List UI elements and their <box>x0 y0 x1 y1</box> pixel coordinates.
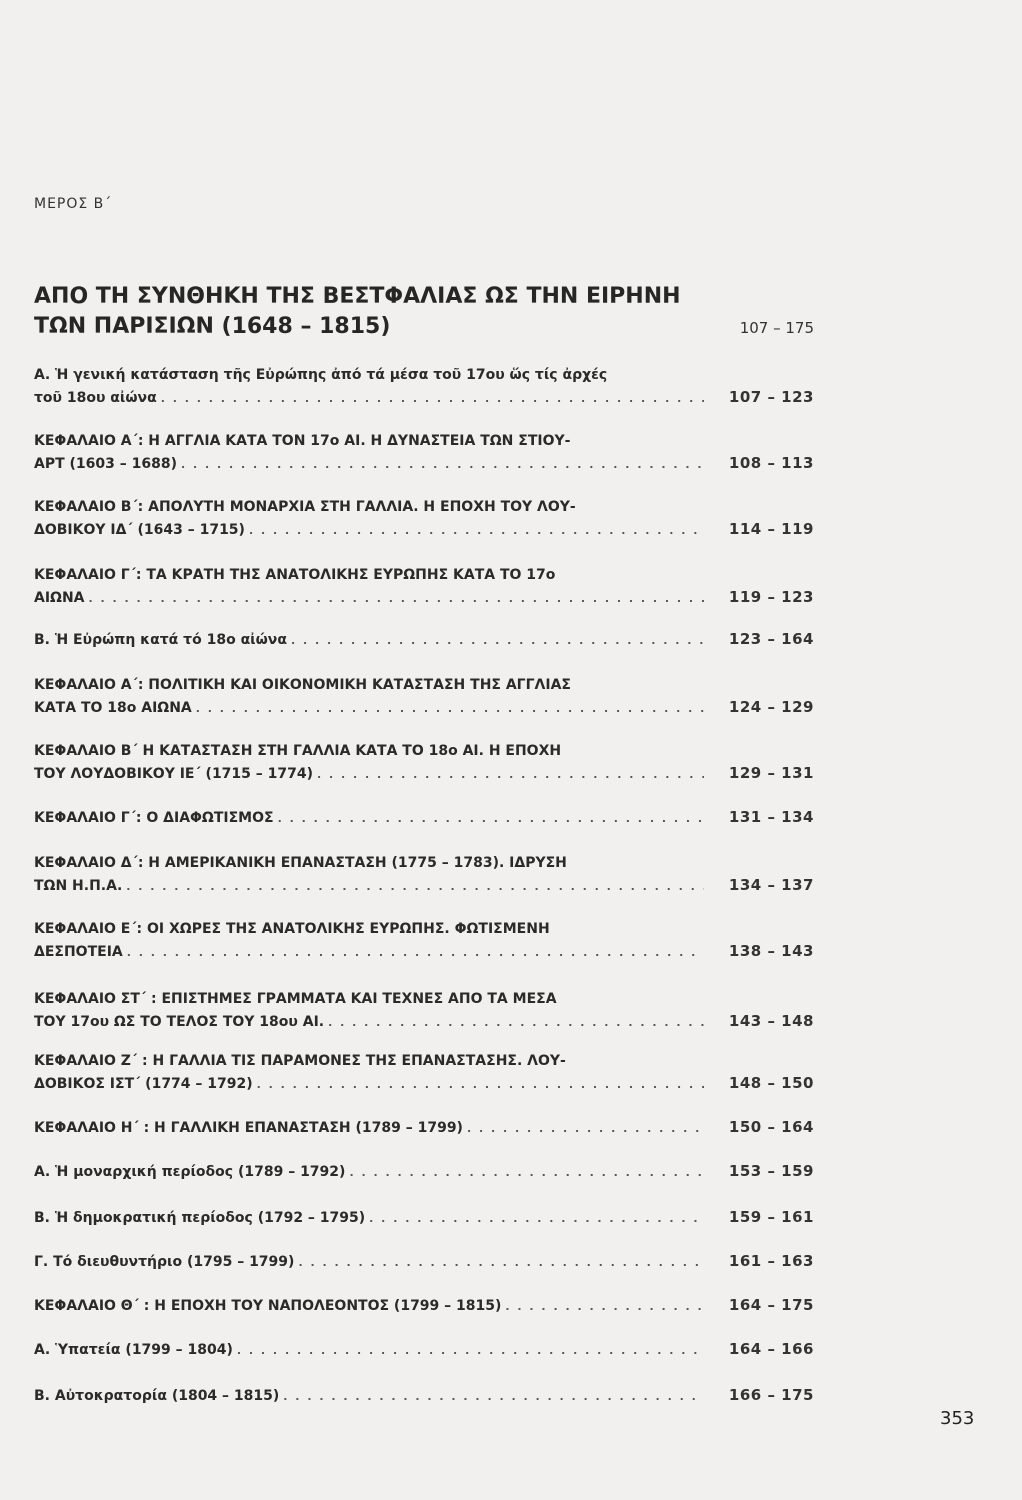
toc-entry-line1: ΚΕΦΑΛΑΙΟ Ζ΄ : Η ΓΑΛΛΙΑ ΤΙΣ ΠΑΡΑΜΟΝΕΣ ΤΗΣ ΕΠΑΝΑΣΤΑΣΗΣ. ΛΟΥ- <box>34 1053 566 1069</box>
toc-entry-line2: τοῦ 18ου αἰώνα <box>34 390 157 406</box>
leader-dots <box>237 1340 704 1362</box>
leader-dots <box>369 1208 704 1230</box>
toc-entry <box>34 1294 814 1318</box>
leader-dots <box>349 1162 704 1184</box>
toc-entry-line1: ΚΕΦΑΛΑΙΟ ΣΤ΄ : ΕΠΙΣΤΗΜΕΣ ΓΡΑΜΜΑΤΑ ΚΑΙ ΤΕΧΝΕΣ ΑΠΟ ΤΑ ΜΕΣΑ <box>34 991 557 1007</box>
toc-entry <box>34 496 814 542</box>
leader-dots <box>126 876 704 898</box>
toc-entry-pages: 114 – 119 <box>728 520 814 538</box>
toc-entry-line1: ΚΕΦΑΛΑΙΟ Α΄: Η ΑΓΓΛΙΑ ΚΑΤΑ ΤΟΝ 17ο ΑΙ. Η ΔΥΝΑΣΤΕΙΑ ΤΩΝ ΣΤΙΟΥ- <box>34 433 571 449</box>
toc-entry <box>34 1338 814 1362</box>
part-label: ΜΕΡΟΣ Β΄ <box>34 196 113 212</box>
leader-dots <box>291 630 704 652</box>
toc-entry-pages: 119 – 123 <box>728 588 814 606</box>
toc-entry-line1: ΚΕΦΑΛΑΙΟ Β΄ Η ΚΑΤΑΣΤΑΣΗ ΣΤΗ ΓΑΛΛΙΑ ΚΑΤΑ ΤΟ 18ο ΑΙ. Η ΕΠΟΧΗ <box>34 743 562 759</box>
part-title <box>34 282 814 343</box>
toc-entry <box>34 1160 814 1184</box>
leader-dots <box>161 388 704 410</box>
toc-entry-line2: ΤΟΥ 17ου ΩΣ ΤΟ ΤΕΛΟΣ ΤΟΥ 18ου ΑΙ. <box>34 1014 325 1030</box>
toc-entry <box>34 988 814 1034</box>
toc-entry-line2: Α. Ἡ μοναρχική περίοδος (1789 – 1792) <box>34 1164 346 1180</box>
leader-dots <box>249 520 704 542</box>
toc-entry <box>34 1384 814 1408</box>
leader-dots <box>283 1386 704 1408</box>
toc-entry <box>34 1206 814 1230</box>
toc-entry-line2: ΤΟΥ ΛΟΥΔΟΒΙΚΟΥ ΙΕ΄ (1715 – 1774) <box>34 766 314 782</box>
toc-entry-pages: 164 – 166 <box>728 1340 814 1358</box>
toc-entry-pages: 138 – 143 <box>728 942 814 960</box>
toc-entry-line2: ΔΕΣΠΟΤΕΙΑ <box>34 944 123 960</box>
toc-entry-pages: 166 – 175 <box>728 1386 814 1404</box>
toc-entry <box>34 564 814 610</box>
toc-entry-pages: 153 – 159 <box>728 1162 814 1180</box>
toc-entry-pages: 164 – 175 <box>728 1296 814 1314</box>
toc-entry-pages: 134 – 137 <box>728 876 814 894</box>
toc-entry <box>34 430 814 476</box>
toc-entry-line1: ΚΕΦΑΛΑΙΟ Β΄: ΑΠΟΛΥΤΗ ΜΟΝΑΡΧΙΑ ΣΤΗ ΓΑΛΛΙΑ. Η ΕΠΟΧΗ ΤΟΥ ΛΟΥ- <box>34 499 576 515</box>
leader-dots <box>278 808 704 830</box>
toc-entry <box>34 628 814 652</box>
part-pages: 107 – 175 <box>739 319 814 337</box>
leader-dots <box>196 698 704 720</box>
toc-entry-line2: Α. Ὑπατεία (1799 – 1804) <box>34 1342 233 1358</box>
toc-entry-line2: ΤΩΝ Η.Π.Α. <box>34 878 123 894</box>
toc-entry <box>34 852 814 898</box>
toc-entry <box>34 918 814 964</box>
leader-dots <box>505 1296 704 1318</box>
toc-entry-pages: 108 – 113 <box>728 454 814 472</box>
toc-entry-line1: ΚΕΦΑΛΑΙΟ Α΄: ΠΟΛΙΤΙΚΗ ΚΑΙ ΟΙΚΟΝΟΜΙΚΗ ΚΑΤΑΣΤΑΣΗ ΤΗΣ ΑΓΓΛΙΑΣ <box>34 677 571 693</box>
leader-dots <box>317 764 704 786</box>
leader-dots <box>298 1252 704 1274</box>
toc-entry-pages: 161 – 163 <box>728 1252 814 1270</box>
toc-entry-line2: Γ. Τό διευθυντήριο (1795 – 1799) <box>34 1254 295 1270</box>
toc-entry-line2: ΔΟΒΙΚΟΣ ΙΣΤ΄ (1774 – 1792) <box>34 1076 253 1092</box>
toc-entry <box>34 364 814 410</box>
leader-dots <box>127 942 704 964</box>
toc-entry-pages: 159 – 161 <box>728 1208 814 1226</box>
toc-entry-pages: 124 – 129 <box>728 698 814 716</box>
toc-entry-line2: Β. Ἡ δημοκρατική περίοδος (1792 – 1795) <box>34 1210 366 1226</box>
page-number: 353 <box>940 1408 975 1429</box>
leader-dots <box>181 454 704 476</box>
toc-entry <box>34 1116 814 1140</box>
part-title-last-line <box>34 312 814 343</box>
toc-entry-line1: ΚΕΦΑΛΑΙΟ Ε΄: ΟΙ ΧΩΡΕΣ ΤΗΣ ΑΝΑΤΟΛΙΚΗΣ ΕΥΡΩΠΗΣ. ΦΩΤΙΣΜΕΝΗ <box>34 921 550 937</box>
toc-entry-line2: ΚΕΦΑΛΑΙΟ Γ΄: Ο ΔΙΑΦΩΤΙΣΜΟΣ <box>34 810 274 826</box>
toc-entry-line2: ΚΑΤΑ ΤΟ 18ο ΑΙΩΝΑ <box>34 700 192 716</box>
part-title-line1: ΑΠΟ ΤΗ ΣΥΝΘΗΚΗ ΤΗΣ ΒΕΣΤΦΑΛΙΑΣ ΩΣ ΤΗΝ ΕΙΡΗΝΗ <box>34 284 681 309</box>
leader-dots <box>328 1012 704 1034</box>
toc-entry-pages: 143 – 148 <box>728 1012 814 1030</box>
toc-entry-line2: Β. Αὐτοκρατορία (1804 – 1815) <box>34 1388 280 1404</box>
toc-entry-pages: 129 – 131 <box>728 764 814 782</box>
leader-dots <box>89 588 705 610</box>
toc-entry-line1: ΚΕΦΑΛΑΙΟ Γ΄: ΤΑ ΚΡΑΤΗ ΤΗΣ ΑΝΑΤΟΛΙΚΗΣ ΕΥΡΩΠΗΣ ΚΑΤΑ ΤΟ 17ο <box>34 567 556 583</box>
leader-dots <box>257 1074 704 1096</box>
part-title-line2: ΤΩΝ ΠΑΡΙΣΙΩΝ (1648 – 1815) <box>34 314 391 339</box>
toc-entry-line2: ΚΕΦΑΛΑΙΟ Θ΄ : Η ΕΠΟΧΗ ΤΟΥ ΝΑΠΟΛΕΟΝΤΟΣ (1799 – 1815) <box>34 1298 502 1314</box>
toc-entry-line2: Β. Ἡ Εὐρώπη κατά τό 18ο αἰώνα <box>34 632 287 648</box>
toc-entry-line2: ΑΡΤ (1603 – 1688) <box>34 456 177 472</box>
toc-entry-pages: 131 – 134 <box>728 808 814 826</box>
toc-entry-pages: 150 – 164 <box>728 1118 814 1136</box>
toc-entry-pages: 148 – 150 <box>728 1074 814 1092</box>
toc-entry-line2: ΔΟΒΙΚΟΥ ΙΔ΄ (1643 – 1715) <box>34 522 245 538</box>
toc-entry-line2: ΑΙΩΝΑ <box>34 590 85 606</box>
toc-entry <box>34 806 814 830</box>
toc-entry-line1: ΚΕΦΑΛΑΙΟ Δ΄: Η ΑΜΕΡΙΚΑΝΙΚΗ ΕΠΑΝΑΣΤΑΣΗ (1775 – 1783). ΙΔΡΥΣΗ <box>34 855 567 871</box>
toc-entry-line1: Α. Ἡ γενική κατάσταση τῆς Εὐρώπης ἀπό τά μέσα τοῦ 17ου ὥς τίς ἀρχές <box>34 367 608 383</box>
toc-entry-pages: 123 – 164 <box>728 630 814 648</box>
toc-entry-pages: 107 – 123 <box>728 388 814 406</box>
toc-entry <box>34 740 814 786</box>
leader-dots <box>467 1118 704 1140</box>
toc-entry <box>34 674 814 720</box>
toc-entry <box>34 1250 814 1274</box>
toc-entry <box>34 1050 814 1096</box>
toc-entry-line2: ΚΕΦΑΛΑΙΟ Η΄ : Η ΓΑΛΛΙΚΗ ΕΠΑΝΑΣΤΑΣΗ (1789 – 1799) <box>34 1120 463 1136</box>
